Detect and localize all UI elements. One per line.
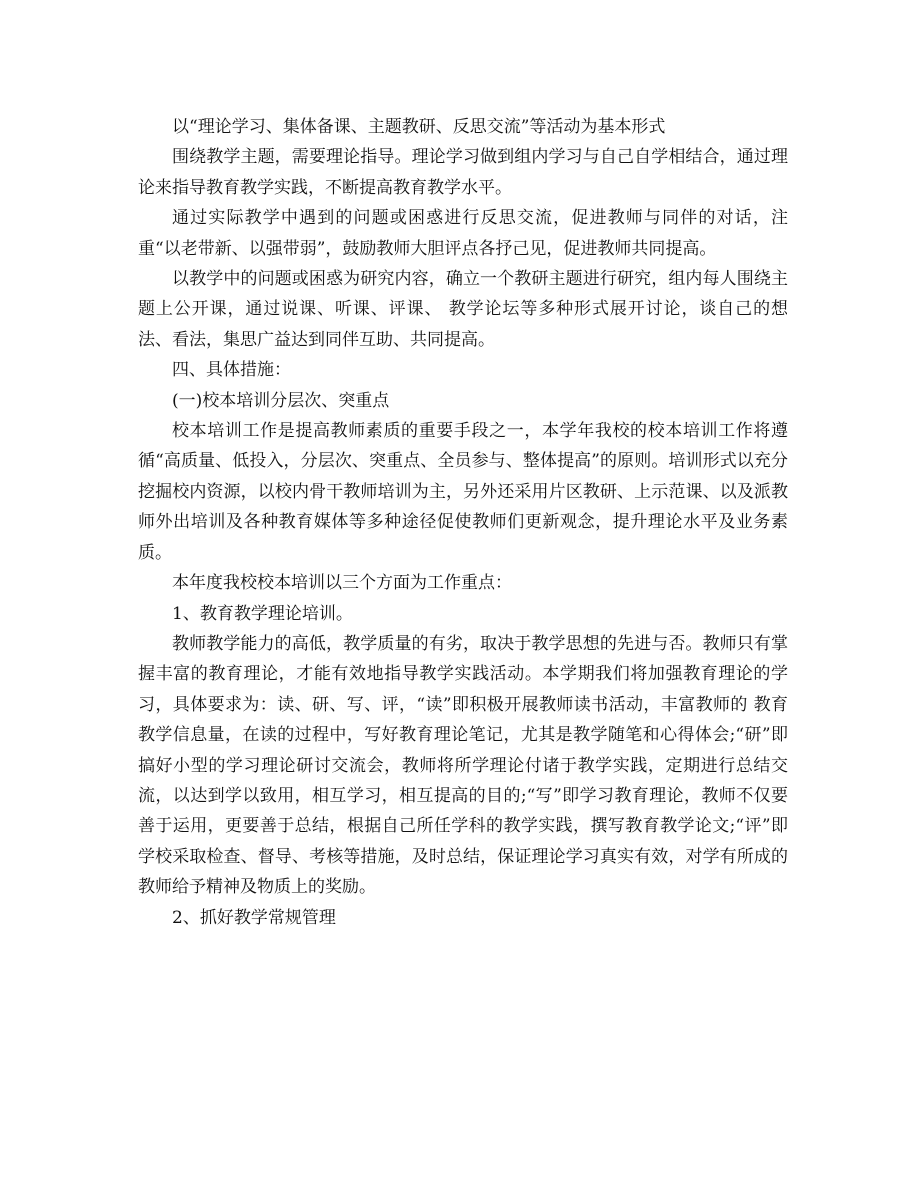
paragraph-theory-study: 围绕教学主题，需要理论指导。理论学习做到组内学习与自己自学相结合，通过理论来指导教育教学实践，不断提高教育教学水平。 [138, 147, 788, 198]
document-body [138, 112, 788, 933]
section-heading-measures: 四、具体措施： [172, 360, 291, 381]
subheading-school-training: (一)校本培训分层次、突重点 [172, 390, 390, 411]
paragraph-activity-forms: 以“理论学习、集体备课、主题教研、反思交流”等活动为基本形式 [172, 117, 666, 137]
paragraph-reflection-exchange: 通过实际教学中遇到的问题或困惑进行反思交流，促进教师与同伴的对话，注重“以老带新、以强带弱”，鼓励教师大胆评点各抒己见，促进教师共同提高。 [138, 208, 788, 259]
list-item-theory-training: 1、教育教学理论培训。 [172, 603, 353, 624]
list-item-routine-management: 2、抓好教学常规管理 [172, 907, 336, 928]
paragraph-training-focus: 本年度我校校本培训以三个方面为工作重点： [172, 573, 512, 594]
paragraph-teacher-ability: 教师教学能力的高低，教学质量的有劣，取决于教学思想的先进与否。教师只有掌握丰富的教育理论，才能有效地指导教学实践活动。本学期我们将加强教育理论的学习，具体要求为：读、研、写、评，“读”即积极开展教师读书活动，丰富教师的 教育教学信息量，在读的过程中，写好教育理论笔记，尤其是教学随笔和心得体会;“研”即搞好小型的学习理论研讨交流会，教师将所学理论付诸于教学实践，定期进行总结交流，以达到学以致用，相互学习，相互提高的目的;“写”即学习教育理论，教师不仅要善于运用，更要善于总结，根据自己所任学科的教学实践，撰写教育教学论文;“评”即学校采取检查、督导、考核等措施，及时总结，保证理论学习真实有效，对学有所成的教师给予精神及物质上的奖励。 [138, 633, 788, 898]
paragraph-research-theme: 以教学中的问题或困惑为研究内容，确立一个教研主题进行研究，组内每人围绕主题上公开课，通过说课、听课、评课、 教学论坛等多种形式展开讨论，谈自己的想法、看法，集思广益达到同伴互助、共同提高。 [138, 269, 788, 350]
paragraph-school-training: 校本培训工作是提高教师素质的重要手段之一，本学年我校的校本培训工作将遵循“高质量、低投入，分层次、突重点、全员参与、整体提高”的原则。培训形式以充分挖掘校内资源，以校内骨干教师培训为主，另外还采用片区教研、上示范课、以及派教师外出培训及各种教育媒体等多种途径促使教师们更新观念，提升理论水平及业务素质。 [138, 421, 788, 563]
